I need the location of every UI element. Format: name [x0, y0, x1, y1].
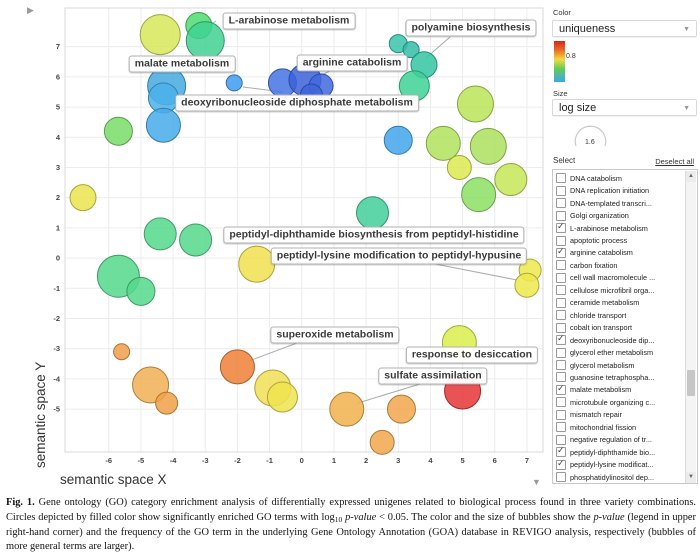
go-term-bubble[interactable]: [300, 84, 322, 106]
bubble-label: peptidyl-diphthamide biosynthesis from peptidyl-histidine: [223, 227, 524, 244]
go-term-bubble[interactable]: [442, 326, 476, 360]
go-term-row[interactable]: [553, 309, 685, 322]
y-tick-label: 5: [55, 102, 60, 112]
go-term-row[interactable]: [553, 433, 685, 446]
y-tick-label: 2: [55, 193, 60, 203]
y-tick-label: -5: [53, 404, 60, 414]
go-term-row[interactable]: [553, 421, 685, 434]
caption-text: Gene ontology (GO) category enrichment analysis of differentially expressed unigenes related to biological process found in three variety combinations. Circles depicted by filled color show significantly enriched GO terms with log: [6, 497, 696, 523]
x-tick-label: 5: [460, 456, 465, 465]
go-term-bubble[interactable]: [180, 224, 212, 256]
go-term-row[interactable]: [553, 409, 685, 422]
size-scale-arc: [562, 120, 622, 156]
x-tick-label: -3: [201, 456, 209, 465]
go-term-row[interactable]: [553, 222, 685, 235]
caption-text: < 0.05. The color and the size of bubbles show the: [376, 511, 594, 523]
go-term-row[interactable]: [553, 458, 685, 471]
go-term-bubble[interactable]: [114, 344, 130, 360]
color-scale-gradient: [554, 41, 565, 82]
checkbox-checked-icon[interactable]: [556, 245, 566, 258]
go-term-bubble[interactable]: [470, 128, 506, 164]
caption-text: (legend in upper right-hand corner) and the frequency of the GO term in the underlying Gene Ontology Annotation (GOA) database in REVIGO analysis, respectively (bubbles of more general terms are larger).: [6, 511, 696, 553]
go-term-row[interactable]: [553, 284, 685, 297]
y-tick-label: -3: [53, 344, 60, 354]
deselect-all-link[interactable]: Deselect all: [655, 157, 694, 166]
go-term-row-label: arginine catabolism: [570, 248, 633, 258]
go-term-row[interactable]: [553, 471, 685, 484]
go-term-row[interactable]: [553, 371, 685, 384]
go-term-bubble[interactable]: [267, 382, 297, 412]
go-term-list: [552, 169, 698, 484]
checkbox-icon[interactable]: [556, 198, 566, 208]
checkmark-icon: ✓: [557, 245, 565, 256]
checkmark-icon: ✓: [557, 382, 565, 393]
go-term-row-label: negative regulation of tr...: [570, 435, 652, 445]
checkmark-icon: ✓: [557, 221, 565, 232]
go-term-row[interactable]: [553, 209, 685, 222]
label-connector-line: [249, 343, 297, 361]
go-term-row-label: microtubule organizing c...: [570, 397, 656, 407]
scroll-up-icon[interactable]: ▲: [686, 171, 696, 182]
go-term-bubble[interactable]: [387, 395, 415, 423]
go-term-bubble[interactable]: [462, 178, 496, 212]
checkbox-checked-icon[interactable]: [556, 447, 566, 457]
x-tick-label: -1: [266, 456, 273, 465]
color-dropdown-value: uniqueness: [559, 23, 616, 35]
go-term-row[interactable]: [553, 184, 685, 197]
go-term-row[interactable]: [553, 297, 685, 310]
go-term-bubble[interactable]: [146, 108, 180, 142]
checkbox-icon[interactable]: [556, 298, 566, 308]
checkbox-checked-icon[interactable]: [556, 457, 566, 470]
go-term-bubble[interactable]: [330, 392, 364, 426]
y-tick-label: -4: [53, 374, 60, 384]
go-term-row[interactable]: [553, 346, 685, 359]
go-term-row-label: ceramide metabolism: [570, 298, 640, 308]
go-term-bubble[interactable]: [445, 373, 481, 409]
x-tick-label: 4: [428, 456, 433, 465]
bubble-label: deoxyribonucleoside diphosphate metabolism: [175, 95, 419, 112]
bubble-label: response to desiccation: [406, 347, 538, 364]
go-term-row[interactable]: [553, 259, 685, 272]
go-term-bubble[interactable]: [104, 117, 132, 145]
go-term-bubble[interactable]: [220, 350, 254, 384]
checkbox-icon[interactable]: [556, 397, 566, 407]
go-term-row-label: cell wall macromolecule ...: [570, 273, 656, 283]
bubble-label: polyamine biosynthesis: [405, 20, 536, 37]
select-section-title: Select: [553, 156, 576, 165]
go-term-row-label: apoptotic process: [570, 236, 628, 246]
figure-caption: [6, 496, 696, 555]
go-term-row-label: cobalt ion transport: [570, 323, 633, 333]
y-tick-label: 1: [55, 223, 60, 233]
go-term-bubble[interactable]: [495, 164, 527, 196]
size-scale-tick: 1.6: [585, 139, 595, 146]
x-tick-label: 1: [331, 456, 337, 465]
checkbox-icon[interactable]: [556, 285, 566, 295]
y-tick-label: -2: [53, 313, 60, 323]
size-dropdown[interactable]: [552, 99, 697, 116]
checkbox-icon[interactable]: [556, 273, 566, 283]
go-term-row-label: carbon fixation: [570, 260, 618, 270]
caption-text: p-value: [345, 511, 377, 523]
checkbox-icon[interactable]: [556, 348, 566, 358]
go-term-row-label: guanosine tetraphospha...: [570, 372, 655, 382]
x-tick-label: 6: [492, 456, 497, 465]
bubble-label: peptidyl-lysine modification to peptidyl-hypusine: [271, 248, 527, 265]
checkbox-checked-icon[interactable]: [556, 335, 566, 345]
go-term-row[interactable]: [553, 247, 685, 260]
go-term-row-label: mismatch repair: [570, 410, 622, 420]
go-term-row-label: chloride transport: [570, 310, 627, 320]
x-tick-label: 3: [396, 456, 401, 465]
scrollbar: [685, 171, 696, 483]
checkbox-checked-icon[interactable]: [556, 382, 566, 395]
size-section-title: Size: [553, 89, 568, 98]
go-term-bubble[interactable]: [399, 71, 429, 101]
go-term-bubble[interactable]: [447, 155, 471, 179]
checkmark-icon: ✓: [557, 333, 565, 344]
caption-text: 10: [334, 514, 343, 524]
go-term-row[interactable]: [553, 234, 685, 247]
go-term-row-label: DNA catabolism: [570, 173, 622, 183]
bubble-label: sulfate assimilation: [378, 368, 487, 385]
go-term-row[interactable]: [553, 384, 685, 397]
checkmark-icon: ✓: [557, 445, 565, 456]
go-term-row[interactable]: [553, 272, 685, 285]
go-term-row-label: DNA replication initiation: [570, 186, 650, 196]
go-term-row-label: peptidyl-lysine modificat...: [570, 460, 654, 470]
scrollbar-thumb[interactable]: [687, 370, 695, 396]
checkmark-icon: ✓: [557, 457, 565, 468]
color-section-title: Color: [553, 8, 571, 17]
y-axis-label: semantic space Y: [33, 361, 48, 468]
label-connector-line: [430, 263, 517, 280]
bubble-label: superoxide metabolism: [270, 327, 399, 344]
go-term-bubble[interactable]: [226, 75, 242, 91]
size-dropdown-value: log size: [559, 102, 597, 114]
go-term-row-label: phosphatidylinositol dep...: [570, 472, 654, 482]
color-scale-tick: 0.8: [566, 53, 576, 60]
caption-text: p-value: [593, 511, 625, 523]
go-term-row[interactable]: [553, 396, 685, 409]
bubble-label: arginine catabolism: [297, 55, 408, 72]
checkbox-icon[interactable]: [556, 211, 566, 221]
go-term-row-label: L-arabinose metabolism: [570, 223, 648, 233]
checkbox-icon[interactable]: [556, 372, 566, 382]
x-tick-label: -5: [137, 456, 145, 465]
go-term-row[interactable]: [553, 359, 685, 372]
checkbox-icon[interactable]: [556, 435, 566, 445]
go-term-bubble[interactable]: [357, 197, 389, 229]
go-term-bubble[interactable]: [144, 218, 176, 250]
go-term-row-label: malate metabolism: [570, 385, 632, 395]
chevron-down-icon: ▼: [683, 105, 690, 112]
go-term-row-label: DNA-templated transcri...: [570, 198, 652, 208]
go-term-bubble[interactable]: [70, 185, 96, 211]
go-term-row-label: Golgi organization: [570, 211, 629, 221]
checkbox-icon[interactable]: [556, 472, 566, 482]
checkbox-icon[interactable]: [556, 236, 566, 246]
checkbox-icon[interactable]: [556, 360, 566, 370]
go-term-row-label: mitochondrial fission: [570, 422, 637, 432]
color-dropdown[interactable]: [552, 20, 697, 37]
go-term-row[interactable]: [553, 197, 685, 210]
go-term-row-label: glycerol ether metabolism: [570, 348, 654, 358]
chevron-down-icon: ▼: [683, 26, 690, 33]
go-term-bubble[interactable]: [515, 273, 539, 297]
go-term-row-label: glycerol metabolism: [570, 360, 635, 370]
checkbox-icon[interactable]: [556, 260, 566, 270]
go-term-row-label: cellulose microfibril orga...: [570, 285, 655, 295]
x-tick-label: 0: [299, 456, 304, 465]
checkbox-icon[interactable]: [556, 422, 566, 432]
checkbox-icon[interactable]: [556, 310, 566, 320]
go-term-row[interactable]: [553, 334, 685, 347]
go-term-row[interactable]: [553, 172, 685, 185]
x-tick-label: 2: [363, 456, 369, 465]
y-tick-label: 3: [55, 162, 60, 172]
y-tick-label: 4: [55, 132, 60, 142]
go-term-bubble[interactable]: [127, 277, 155, 305]
x-tick-label: -2: [234, 456, 241, 465]
go-term-bubble[interactable]: [370, 430, 394, 454]
go-term-bubble[interactable]: [457, 86, 493, 122]
scroll-down-icon[interactable]: ▼: [686, 472, 696, 483]
control-panel: [552, 0, 698, 492]
go-term-bubble[interactable]: [426, 126, 460, 160]
go-term-row[interactable]: [553, 321, 685, 334]
x-tick-label: -6: [105, 456, 113, 465]
checkbox-checked-icon[interactable]: [556, 223, 566, 233]
go-term-bubble[interactable]: [239, 246, 275, 282]
x-axis-label: semantic space X: [60, 472, 167, 487]
y-tick-label: 7: [55, 42, 60, 52]
go-term-row-label: peptidyl-diphthamide bio...: [570, 447, 656, 457]
go-term-row[interactable]: [553, 446, 685, 459]
caption-text: Fig. 1.: [6, 497, 35, 508]
expand-arrow-icon: ▶: [27, 5, 34, 15]
go-term-bubble[interactable]: [186, 22, 224, 60]
go-term-bubble[interactable]: [140, 15, 180, 55]
go-term-bubble[interactable]: [156, 392, 178, 414]
bubble-label: malate metabolism: [129, 56, 236, 73]
y-tick-label: 6: [55, 72, 60, 82]
bubble-label: L-arabinose metabolism: [223, 13, 356, 30]
x-tick-label: -4: [169, 456, 177, 465]
y-tick-label: 0: [55, 253, 60, 263]
go-term-row-label: deoxyribonucleoside dip...: [570, 335, 655, 345]
checkbox-icon[interactable]: [556, 323, 566, 333]
checkbox-icon[interactable]: [556, 173, 566, 183]
dropdown-arrow-icon: ▼: [532, 477, 541, 487]
y-tick-label: -1: [53, 283, 60, 293]
go-term-bubble[interactable]: [384, 126, 412, 154]
checkbox-icon[interactable]: [556, 186, 566, 196]
checkbox-icon[interactable]: [556, 410, 566, 420]
x-tick-label: 7: [524, 456, 530, 465]
